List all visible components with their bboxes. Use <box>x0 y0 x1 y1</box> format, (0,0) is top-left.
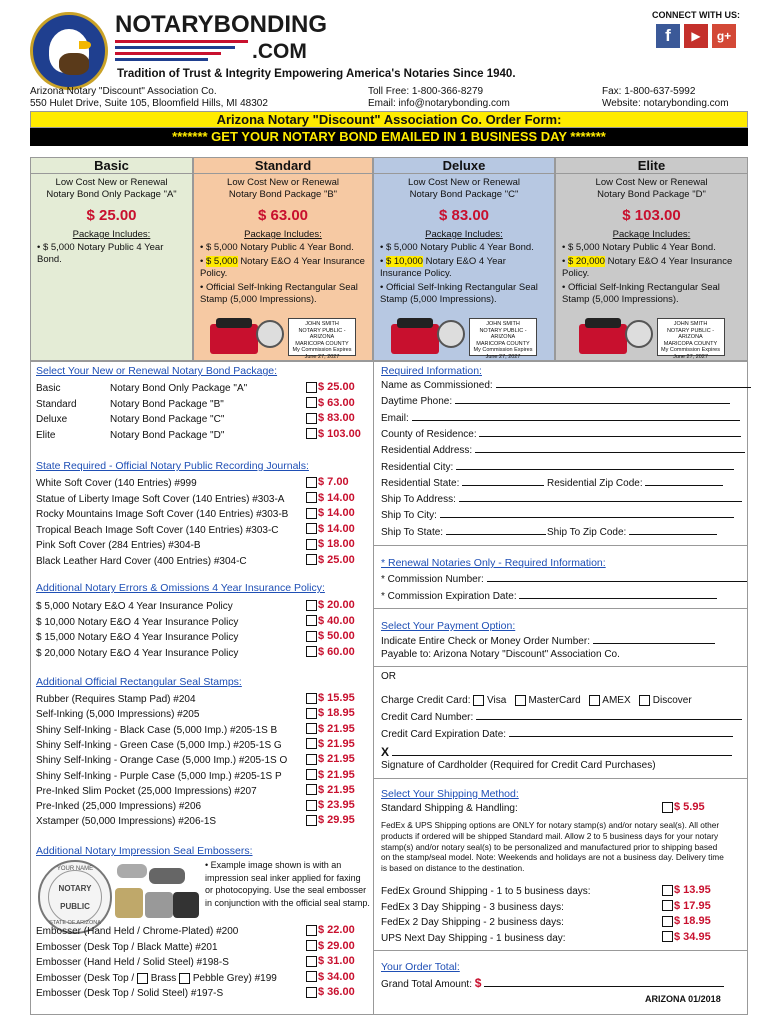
price-text: $ 15.95 <box>318 692 355 704</box>
form-version: ARIZONA 01/2018 <box>645 994 721 1004</box>
bond-row-name: Basic <box>36 383 61 394</box>
form-title: Arizona Notary "Discount" Association Co. Order Form: <box>216 112 562 127</box>
checkbox[interactable] <box>662 885 673 896</box>
price-text: $ 21.95 <box>318 737 355 750</box>
price-text: $ 25.00 <box>318 381 355 393</box>
seal-stamp-label: Xstamper (50,000 Impressions) #206-1S <box>36 816 217 828</box>
price-text: $ 14.00 <box>318 507 355 519</box>
bond-row-name: Standard <box>36 398 77 410</box>
price-text: $ 31.00 <box>318 955 355 967</box>
price-text: $ 23.95 <box>318 799 355 812</box>
seal-stamp-option[interactable] <box>306 799 355 811</box>
package-desc: Low Cost New or Renewal Notary Bond Package "C" <box>408 177 520 200</box>
mastercard-checkbox[interactable] <box>515 695 526 706</box>
checkbox[interactable] <box>662 900 673 911</box>
embosser-option[interactable] <box>306 940 355 952</box>
youtube-icon[interactable]: ▶ <box>684 24 708 48</box>
checkbox[interactable] <box>306 539 317 550</box>
price-text: $ 20.00 <box>318 599 355 611</box>
journal-label: White Soft Cover (140 Entries) #999 <box>36 478 197 489</box>
package-includes: Package Includes: <box>72 229 151 240</box>
price-text: $ 40.00 <box>318 614 355 627</box>
seal-stamp-label: Pre-Inked (25,000 Impressions) #206 <box>36 801 202 813</box>
checkbox[interactable] <box>662 916 673 927</box>
embosser-label: Embosser (Desk Top / Solid Steel) #197-S <box>36 988 224 999</box>
price-text: $ 34.00 <box>318 970 355 983</box>
package-deluxe[interactable] <box>373 157 555 361</box>
shipping-option[interactable] <box>662 931 711 943</box>
price-text: $ 29.95 <box>318 814 355 827</box>
bond-option[interactable] <box>306 381 355 393</box>
seal-stamp-option[interactable] <box>306 707 355 719</box>
package-name: Deluxe <box>374 158 554 174</box>
checkbox[interactable] <box>306 987 317 998</box>
charge-credit-card-row: Charge Credit Card: Visa MasterCard AMEX Discover <box>381 695 692 707</box>
order-total-heading: Your Order Total: <box>381 961 460 973</box>
google-plus-icon[interactable]: g+ <box>712 24 736 48</box>
checkbox[interactable] <box>306 723 317 734</box>
bond-row-name: Elite <box>36 429 56 441</box>
brand-logo <box>115 12 327 38</box>
price-text: $ 22.00 <box>318 924 355 936</box>
journal-label: Black Leather Hard Cover (400 Entries) #304-C <box>36 555 247 567</box>
eo-policy-label: $ 20,000 Notary E&O 4 Year Insurance Policy <box>36 647 239 659</box>
ship-state-field[interactable]: Ship To State: <box>381 527 546 538</box>
facebook-icon[interactable]: f <box>656 24 680 48</box>
package-item: • Official Self-Inking Rectangular Seal Stamp (5,000 Impressions). <box>562 282 720 305</box>
package-item: • $ 5,000 Notary Public 4 Year Bond. <box>380 242 534 253</box>
required-field[interactable]: Daytime Phone: <box>381 396 730 407</box>
package-item: • Official Self-Inking Rectangular Seal Stamp (5,000 Impressions). <box>200 282 358 305</box>
required-field[interactable]: Residential City: <box>381 462 734 473</box>
pebble-grey-checkbox[interactable] <box>179 973 190 984</box>
bond-section-heading: Select Your New or Renewal Notary Bond Package: <box>36 365 278 377</box>
package-desc: Low Cost New or Renewal Notary Bond Only Package "A" <box>46 177 177 200</box>
price-text: $ 83.00 <box>318 412 355 424</box>
journals-heading: State Required - Official Notary Public Recording Journals: <box>36 460 309 472</box>
card-number-field[interactable]: Credit Card Number: <box>381 712 742 723</box>
website[interactable]: Website: notarybonding.com <box>602 98 729 109</box>
banner-text: ******* GET YOUR NOTARY BOND EMAILED IN 1 BUSINESS DAY ******* <box>172 129 606 144</box>
flag-stripes <box>115 40 248 64</box>
package-item: • $ 10,000 Notary E&O 4 Year Insurance Policy. <box>380 256 506 279</box>
or-label: OR <box>381 671 396 682</box>
eo-policy-label: $ 5,000 Notary E&O 4 Year Insurance Policy <box>36 601 233 612</box>
checkbox[interactable] <box>306 631 317 642</box>
residential-state-field[interactable]: Residential State: <box>381 478 544 489</box>
shipping-heading: Select Your Shipping Method: <box>381 788 519 800</box>
price-text: $ 18.00 <box>318 538 355 550</box>
required-field[interactable]: Name as Commissioned: <box>381 380 751 391</box>
embossers-heading: Additional Notary Impression Seal Embossers: <box>36 845 253 857</box>
package-name: Standard <box>194 158 372 174</box>
signature-label: Signature of Cardholder (Required for Credit Card Purchases) <box>381 760 656 771</box>
checkbox[interactable] <box>306 554 317 565</box>
package-basic[interactable] <box>30 157 193 361</box>
package-name: Basic <box>31 158 192 174</box>
price-text: $ 60.00 <box>318 645 355 658</box>
price-text: $ 21.95 <box>318 783 355 796</box>
standard-shipping-label: Standard Shipping & Handling: <box>381 803 518 814</box>
shipping-option[interactable] <box>662 915 711 927</box>
divider <box>374 778 748 779</box>
checkbox[interactable] <box>306 477 317 488</box>
journal-option[interactable] <box>306 476 349 488</box>
seal-stamp-label: Pre-Inked Slim Pocket (25,000 Impressions) #207 <box>36 785 257 797</box>
package-price: $ 25.00 <box>86 207 137 224</box>
price-text: $ 18.95 <box>318 707 355 720</box>
email-banner <box>30 128 748 146</box>
bond-row-name: Deluxe <box>36 414 68 425</box>
price-text: $ 63.00 <box>318 396 355 409</box>
price-text: $ 14.00 <box>318 522 355 535</box>
toll-free: Toll Free: 1-800-366-8279 <box>368 86 484 97</box>
bond-option[interactable] <box>306 428 361 440</box>
package-price: $ 63.00 <box>257 207 309 224</box>
embosser-label: Embosser (Hand Held / Chrome-Plated) #200 <box>36 926 239 937</box>
embosser-label: Embosser (Desk Top / Brass Pebble Grey) #199 <box>36 972 277 984</box>
divider <box>374 608 748 609</box>
checkbox[interactable] <box>306 940 317 951</box>
shipping-label: UPS Next Day Shipping - 1 business day: <box>381 932 566 944</box>
embosser-option[interactable] <box>306 986 355 998</box>
price-text: $ 14.00 <box>318 491 355 504</box>
checkbox[interactable] <box>306 508 317 519</box>
journal-label: Statue of Liberty Image Soft Cover (140 Entries) #303-A <box>36 493 285 505</box>
seal-stamp-option[interactable] <box>306 723 355 735</box>
seal-stamp-label: Shiny Self-Inking - Orange Case (5,000 Imp.) #205-1S O <box>36 755 288 767</box>
form-title-bar <box>30 111 748 128</box>
commission-expiration-field[interactable]: * Commission Expiration Date: <box>381 591 717 602</box>
shipping-label: FedEx Ground Shipping - 1 to 5 business days: <box>381 886 591 897</box>
journal-label: Pink Soft Cover (284 Entries) #304-B <box>36 540 201 551</box>
package-item: • $ 5,000 Notary E&O 4 Year Insurance Policy. <box>200 256 365 279</box>
package-includes: Package Includes: <box>244 229 322 240</box>
payable-to: Payable to: Arizona Notary "Discount" Association Co. <box>381 649 620 660</box>
checkbox[interactable] <box>306 754 317 765</box>
renewal-heading: * Renewal Notaries Only - Required Information: <box>381 557 606 569</box>
divider <box>374 950 748 951</box>
bond-option[interactable] <box>306 397 355 409</box>
email-contact[interactable]: Email: info@notarybonding.com <box>368 98 510 109</box>
embosser-label: Embosser (Hand Held / Solid Steel) #198-S <box>36 957 229 968</box>
brass-checkbox[interactable] <box>137 973 148 984</box>
checkbox[interactable] <box>306 800 317 811</box>
seal-stamp-option[interactable] <box>306 692 355 704</box>
shipping-label: FedEx 2 Day Shipping - 2 business days: <box>381 917 564 928</box>
price-text: $ 21.95 <box>318 722 355 735</box>
checkbox[interactable] <box>306 382 317 393</box>
bond-row-desc: Notary Bond Package "C" <box>110 414 225 425</box>
checkbox[interactable] <box>306 971 317 982</box>
checkbox[interactable] <box>306 413 317 424</box>
seal-stamp-option[interactable] <box>306 814 355 826</box>
journal-label: Tropical Beach Image Soft Cover (140 Entries) #303-C <box>36 524 279 536</box>
seal-stamp-label: Shiny Self-Inking - Green Case (5,000 Imp.) #205-1S G <box>36 739 282 751</box>
journal-option[interactable] <box>306 554 355 566</box>
checkbox[interactable] <box>306 600 317 611</box>
journal-option[interactable] <box>306 523 355 535</box>
commission-number-field[interactable]: * Commission Number: <box>381 574 747 585</box>
shipping-option[interactable] <box>662 900 711 912</box>
bond-row-desc: Notary Bond Package "D" <box>110 429 225 441</box>
checkbox[interactable] <box>306 956 317 967</box>
eo-policy-option[interactable] <box>306 615 355 627</box>
journal-option[interactable] <box>306 492 355 504</box>
embosser-tools-image <box>115 862 199 926</box>
price-text: $ 7.00 <box>318 476 349 488</box>
payment-heading: Select Your Payment Option: <box>381 620 516 632</box>
ship-address-field[interactable]: Ship To Address: <box>381 494 742 505</box>
column-divider <box>373 362 374 1014</box>
seal-stamp-label: Self-Inking (5,000 Impressions) #205 <box>36 709 200 721</box>
required-field[interactable]: Residential Address: <box>381 445 745 456</box>
seal-stamp-label: Shiny Self-Inking - Purple Case (5,000 Imp.) #205-1S P <box>36 770 282 782</box>
connect-label: CONNECT WITH US: <box>652 10 740 20</box>
checkbox[interactable] <box>306 492 317 503</box>
price-text: $ 103.00 <box>318 427 361 440</box>
checkbox[interactable] <box>306 428 317 439</box>
package-includes: Package Includes: <box>425 229 503 240</box>
checkbox[interactable] <box>306 615 317 626</box>
package-elite[interactable] <box>555 157 748 361</box>
embosser-option[interactable] <box>306 924 355 936</box>
package-desc: Low Cost New or Renewal Notary Bond Package "D" <box>595 177 708 200</box>
brand-bonding: BONDING <box>213 11 328 38</box>
package-price: $ 83.00 <box>438 207 490 224</box>
shipping-note: FedEx & UPS Shipping options are ONLY for notary stamp(s) and/or notary seal(s). All other products if ordered will be shipped Standard mail. Allow 2 to 5 business days for your notary stamp(s) and/or notary seal(s) to be personalized and manufactured prior to shipping based on the stamp/seal model. Note: Weekends and holidays are not a business day. Delivery time is based on distance to the destination. <box>381 820 724 874</box>
seal-stamp-option[interactable] <box>306 769 355 781</box>
price-text: $ 29.00 <box>318 939 355 952</box>
checkbox[interactable] <box>306 693 317 704</box>
package-item: • $ 5,000 Notary Public 4 Year Bond. <box>37 242 164 265</box>
divider <box>374 545 748 546</box>
checkbox[interactable] <box>306 646 317 657</box>
eo-policy-label: $ 15,000 Notary E&O 4 Year Insurance Policy <box>36 632 239 643</box>
eo-heading: Additional Notary Errors & Omissions 4 Year Insurance Policy: <box>36 582 325 594</box>
checkbox[interactable] <box>306 925 317 936</box>
eo-policy-option[interactable] <box>306 630 355 642</box>
checkbox[interactable] <box>662 931 673 942</box>
checkbox[interactable] <box>306 769 317 780</box>
price-text: $ 34.95 <box>674 930 711 943</box>
required-field[interactable]: County of Residence: <box>381 429 741 440</box>
checkbox[interactable] <box>306 815 317 826</box>
residential-zip-field[interactable]: Residential Zip Code: <box>547 478 723 489</box>
seal-stamp-label: Shiny Self-Inking - Black Case (5,000 Imp.) #205-1S B <box>36 724 278 736</box>
eagle-seal-logo <box>30 12 108 90</box>
brand-notary: NOTARY <box>115 11 214 38</box>
embosser-option[interactable] <box>306 955 355 967</box>
notary-seal-impression-image: YOUR NAME NOTARY PUBLIC STATE OF ARIZONA <box>38 860 112 934</box>
checkbox[interactable] <box>306 397 317 408</box>
check-number-field[interactable]: Indicate Entire Check or Money Order Number: <box>381 636 715 647</box>
journal-option[interactable] <box>306 538 355 550</box>
required-info-heading: Required Information: <box>381 365 482 377</box>
package-item: • $ 20,000 Notary E&O 4 Year Insurance Policy. <box>562 256 733 279</box>
checkbox[interactable] <box>306 738 317 749</box>
ship-zip-field[interactable]: Ship To Zip Code: <box>547 527 717 538</box>
company-name: Arizona Notary "Discount" Association Co. <box>30 86 217 97</box>
seal-stamp-option[interactable] <box>306 738 355 750</box>
company-address: 550 Hulet Drive, Suite 105, Bloomfield Hills, MI 48302 <box>30 98 268 109</box>
price-text: $ 17.95 <box>674 899 711 912</box>
shipping-option[interactable] <box>662 884 711 896</box>
package-name: Elite <box>556 158 747 174</box>
card-expiration-field[interactable]: Credit Card Expiration Date: <box>381 729 733 740</box>
tagline: Tradition of Trust & Integrity Empowering America's Notaries Since 1940. <box>117 68 516 80</box>
eo-policy-label: $ 10,000 Notary E&O 4 Year Insurance Policy <box>36 616 239 628</box>
ship-city-field[interactable]: Ship To City: <box>381 510 734 521</box>
package-includes: Package Includes: <box>612 229 691 240</box>
package-item: • $ 5,000 Notary Public 4 Year Bond. <box>562 242 716 253</box>
bond-row-desc: Notary Bond Package "B" <box>110 398 224 410</box>
stamp-image: JOHN SMITH NOTARY PUBLIC - ARIZONA MARICOPA COUNTY My Commission Expires June 27, 2027 <box>577 318 727 356</box>
price-text: $ 21.95 <box>318 768 355 781</box>
eo-policy-option[interactable] <box>306 599 355 611</box>
price-text: $ 18.95 <box>674 915 711 927</box>
grand-total-field[interactable]: Grand Total Amount: $ <box>381 976 724 990</box>
package-desc: Low Cost New or Renewal Notary Bond Package "B" <box>227 177 339 200</box>
embosser-option[interactable] <box>306 971 355 983</box>
stamps-heading: Additional Official Rectangular Seal Stamps: <box>36 676 242 688</box>
seal-stamp-option[interactable] <box>306 784 355 796</box>
discover-checkbox[interactable] <box>639 695 650 706</box>
bond-option[interactable] <box>306 412 355 424</box>
embosser-note: • Example image shown is with an impression seal inker applied for faxing or photocopying. Use the seal embosser in conjunction with the official seal stamp. <box>205 860 370 908</box>
checkbox[interactable] <box>306 784 317 795</box>
journal-option[interactable] <box>306 507 355 519</box>
price-text: $ 50.00 <box>318 630 355 642</box>
package-item: • $ 5,000 Notary Public 4 Year Bond. <box>200 242 354 253</box>
visa-checkbox[interactable] <box>473 695 484 706</box>
brand-com: .COM <box>252 40 307 63</box>
amex-checkbox[interactable] <box>589 695 600 706</box>
signature-field[interactable]: X <box>381 745 732 759</box>
checkbox[interactable] <box>306 708 317 719</box>
package-item: • Official Self-Inking Rectangular Seal Stamp (5,000 Impressions). <box>380 282 538 305</box>
price-text: $ 36.00 <box>318 986 355 998</box>
standard-shipping-option[interactable]: $ 5.95 <box>662 801 705 813</box>
bond-row-desc: Notary Bond Only Package "A" <box>110 383 248 394</box>
fax: Fax: 1-800-637-5992 <box>602 86 696 97</box>
price-text: $ 21.95 <box>318 753 355 766</box>
price-text: $ 13.95 <box>674 884 711 896</box>
eo-policy-option[interactable] <box>306 646 355 658</box>
required-field[interactable]: Email: <box>381 413 740 424</box>
seal-stamp-option[interactable] <box>306 753 355 765</box>
seal-stamp-label: Rubber (Requires Stamp Pad) #204 <box>36 694 196 705</box>
stamp-image: JOHN SMITH NOTARY PUBLIC - ARIZONA MARICOPA COUNTY My Commission Expires June 27, 2027 <box>208 318 358 356</box>
shipping-label: FedEx 3 Day Shipping - 3 business days: <box>381 901 564 913</box>
embosser-label: Embosser (Desk Top / Black Matte) #201 <box>36 941 218 953</box>
stamp-image: JOHN SMITH NOTARY PUBLIC - ARIZONA MARICOPA COUNTY My Commission Expires June 27, 2027 <box>389 318 539 356</box>
checkbox[interactable] <box>306 523 317 534</box>
package-standard[interactable] <box>193 157 373 361</box>
journal-label: Rocky Mountains Image Soft Cover (140 Entries) #303-B <box>36 509 289 520</box>
package-price: $ 103.00 <box>622 207 681 224</box>
divider <box>374 666 748 667</box>
price-text: $ 25.00 <box>318 553 355 566</box>
